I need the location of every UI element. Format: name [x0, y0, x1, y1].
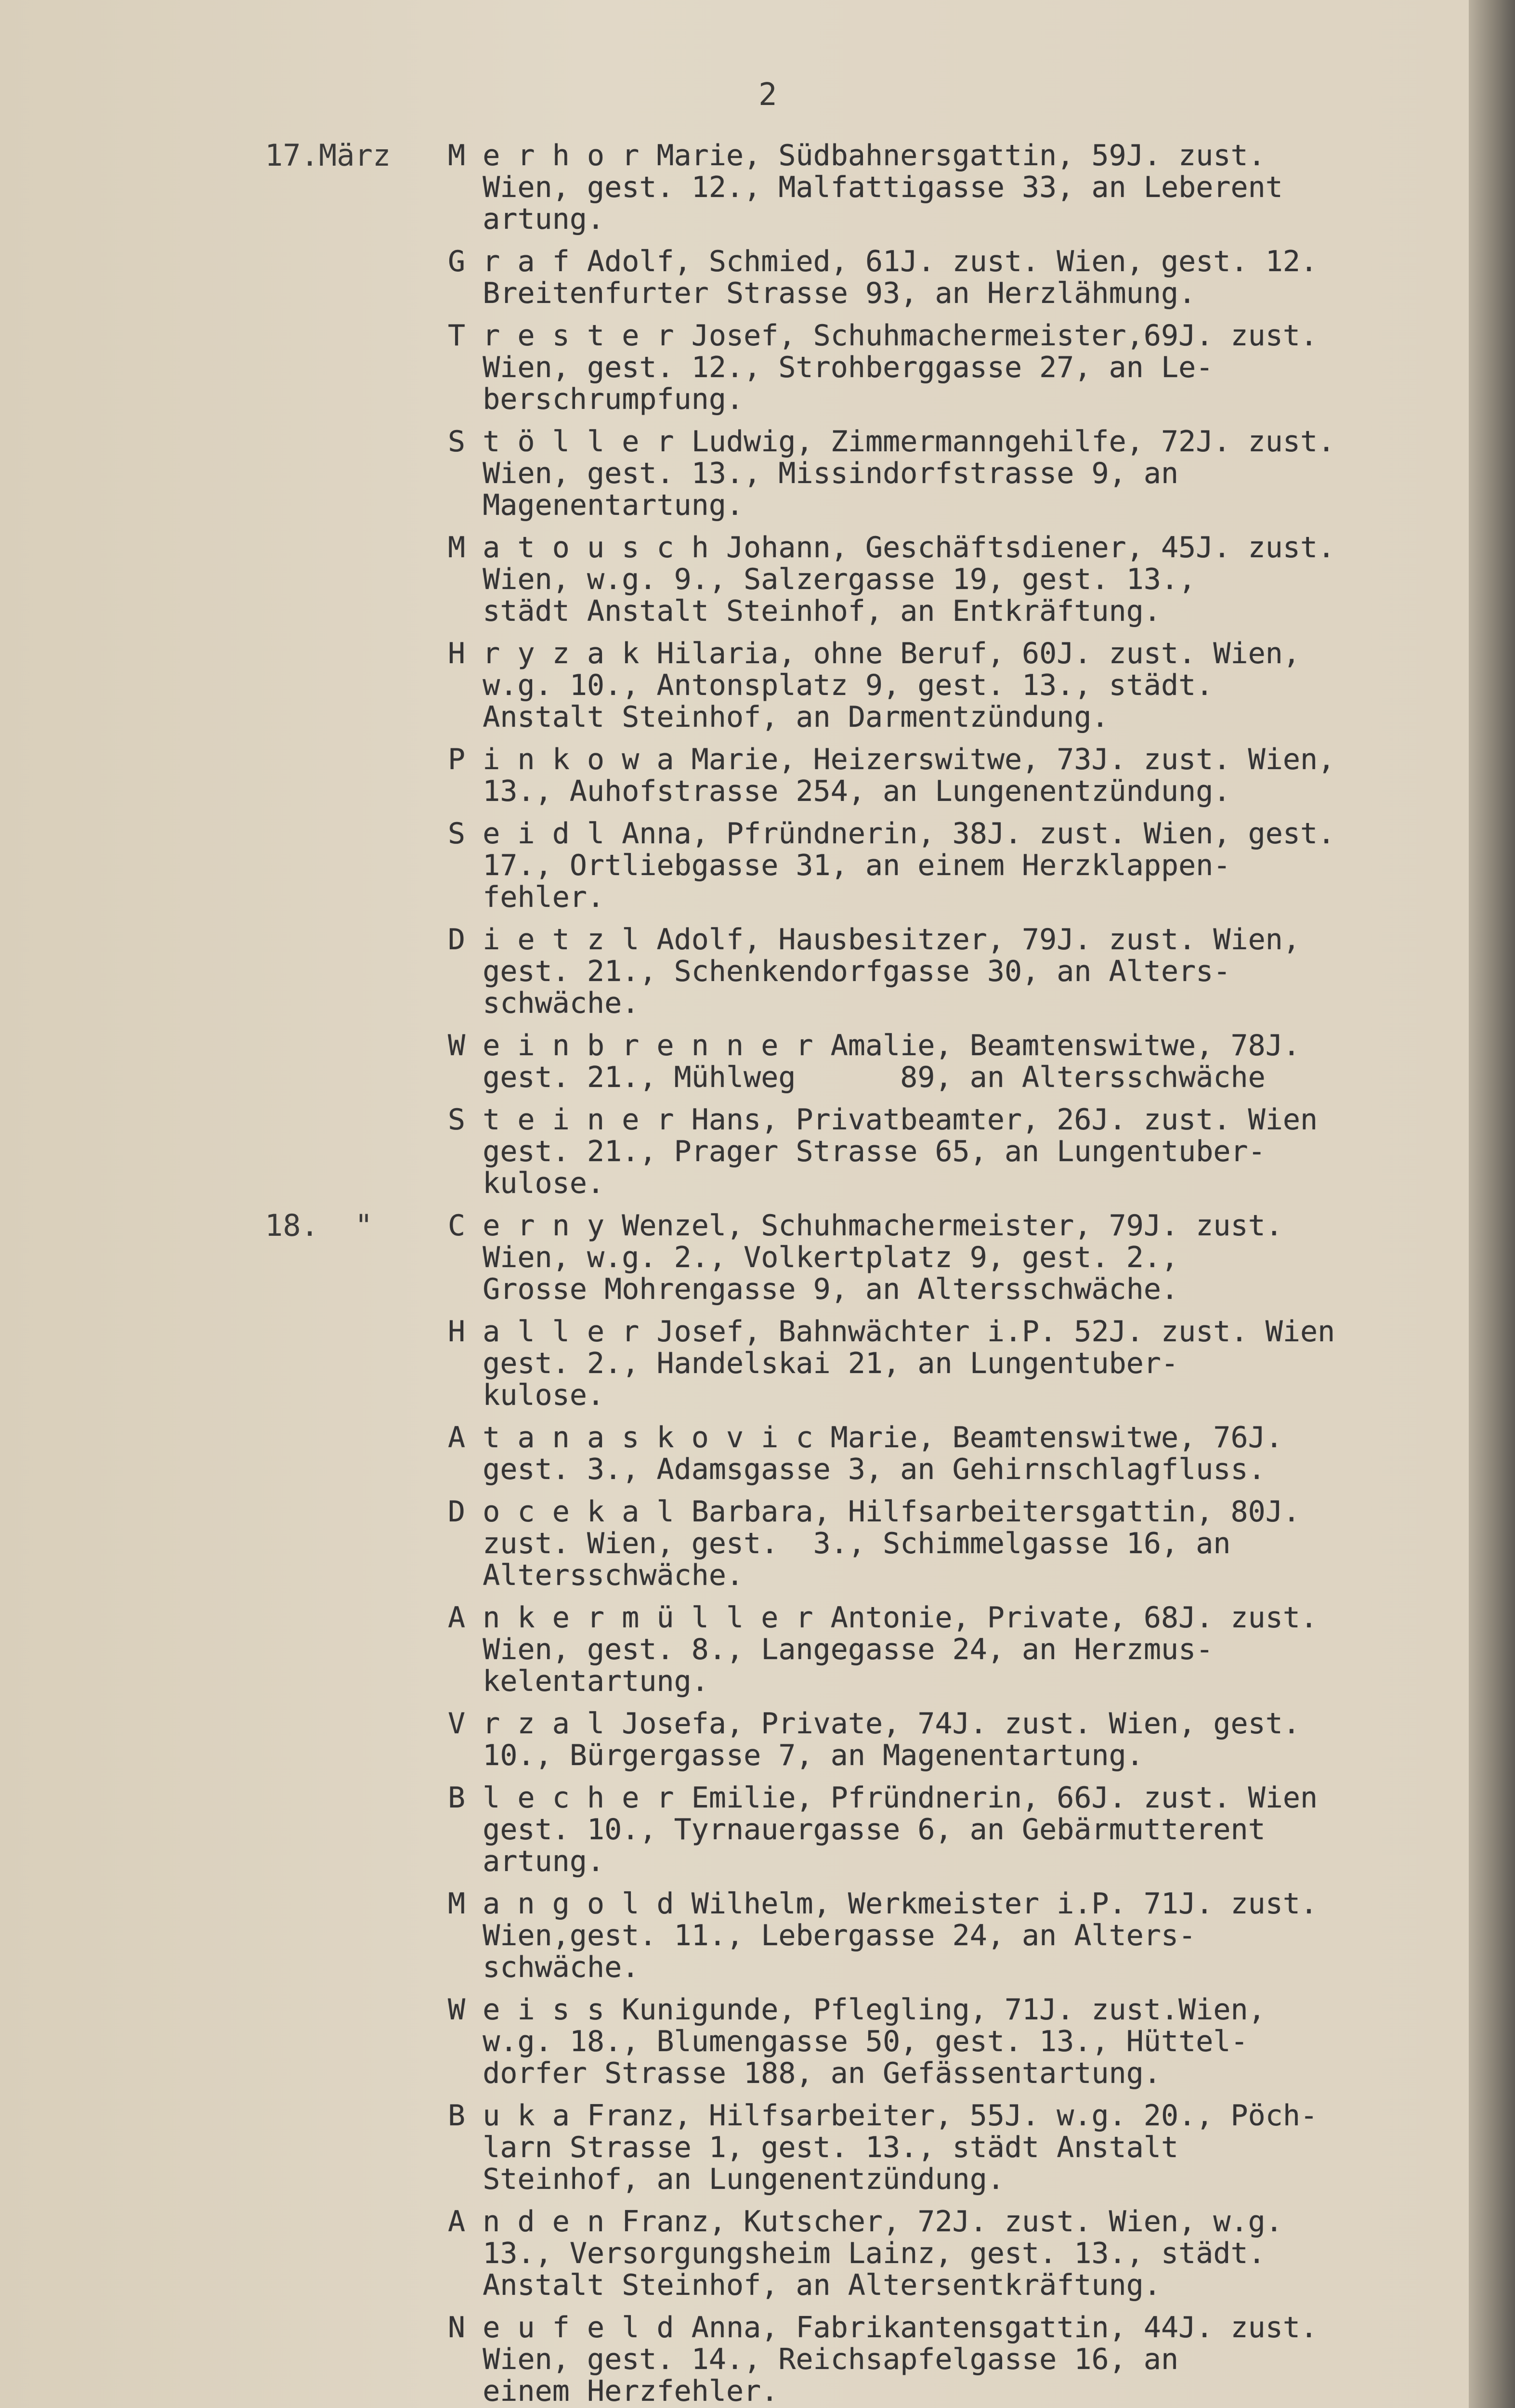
register-entry: [0, 744, 1469, 807]
register-entry: [0, 2206, 1469, 2301]
entry-line: D i e t z l Adolf, Hausbesitzer, 79J. zust. Wien,: [448, 923, 1301, 956]
register-entry: [0, 818, 1469, 913]
register-entry: [0, 1030, 1469, 1093]
entry-line: gest. 21., Mühlweg 89, an Altersschwäche: [448, 1060, 1266, 1094]
entry-line: artung.: [448, 1845, 605, 1878]
entry-line: gest. 2., Handelskai 21, an Lungentuber-: [448, 1347, 1179, 1380]
register-entry: [0, 2312, 1469, 2407]
register-entry: [0, 1210, 1469, 1305]
entry-text: [448, 1994, 1459, 2089]
entry-line: M e r h o r Marie, Südbahnersgattin, 59J. zust.: [448, 139, 1266, 172]
entry-line: larn Strasse 1, gest. 13., städt Anstalt: [448, 2131, 1179, 2164]
entry-line: M a t o u s c h Johann, Geschäftsdiener, 45J. zust.: [448, 531, 1335, 564]
register-entry: [0, 2100, 1469, 2195]
register-entry: [0, 426, 1469, 521]
entry-line: Wien,gest. 11., Lebergasse 24, an Alters-: [448, 1919, 1196, 1952]
register-entry: [0, 924, 1469, 1019]
entry-line: Anstalt Steinhof, an Altersentkräftung.: [448, 2268, 1162, 2302]
entry-line: Wien, w.g. 2., Volkertplatz 9, gest. 2.,: [448, 1241, 1179, 1274]
entry-line: Magenentartung.: [448, 488, 744, 522]
entry-line: schwäche.: [448, 1950, 640, 1984]
entry-text: [448, 818, 1459, 913]
entry-line: Wien, gest. 8., Langegasse 24, an Herzmus-: [448, 1633, 1214, 1666]
entry-line: M a n g o l d Wilhelm, Werkmeister i.P. 71J. zust.: [448, 1887, 1318, 1921]
entry-line: zust. Wien, gest. 3., Schimmelgasse 16, an: [448, 1527, 1231, 1560]
entry-line: w.g. 18., Blumengasse 50, gest. 13., Hüttel-: [448, 2025, 1248, 2058]
entry-text: [448, 1104, 1459, 1199]
entry-text: [448, 1708, 1459, 1771]
entry-line: gest. 10., Tyrnauergasse 6, an Gebärmutterent: [448, 1813, 1266, 1846]
entry-text: [448, 1316, 1459, 1411]
entry-line: H r y z a k Hilaria, ohne Beruf, 60J. zust. Wien,: [448, 637, 1301, 670]
entry-line: Breitenfurter Strasse 93, an Herzlähmung.: [448, 276, 1196, 310]
entry-line: kelentartung.: [448, 1664, 709, 1698]
entry-line: S t e i n e r Hans, Privatbeamter, 26J. zust. Wien: [448, 1103, 1318, 1137]
entry-line: Wien, gest. 12., Strohberggasse 27, an Le-: [448, 351, 1214, 384]
entry-line: einem Herzfehler.: [448, 2374, 779, 2408]
entry-text: [448, 1422, 1459, 1485]
entry-text: [448, 2312, 1459, 2407]
entry-line: Anstalt Steinhof, an Darmentzündung.: [448, 700, 1109, 734]
entry-line: B l e c h e r Emilie, Pfründnerin, 66J. zust. Wien: [448, 1781, 1318, 1815]
entry-line: Wien, gest. 12., Malfattigasse 33, an Leberent: [448, 170, 1283, 204]
register-entry: [0, 1994, 1469, 2089]
entry-line: W e i s s Kunigunde, Pflegling, 71J. zust.Wien,: [448, 1993, 1266, 2027]
register-entry: [0, 1782, 1469, 1877]
page-number: 2: [758, 77, 777, 113]
entry-line: Wien, gest. 13., Missindorfstrasse 9, an: [448, 457, 1179, 490]
entry-line: S e i d l Anna, Pfründnerin, 38J. zust. Wien, gest.: [448, 817, 1335, 851]
register-entry: [0, 320, 1469, 415]
entry-text: [448, 1782, 1459, 1877]
entry-line: 13., Versorgungsheim Lainz, gest. 13., städt.: [448, 2237, 1266, 2270]
entry-text: [448, 1030, 1459, 1093]
entry-line: D o c e k a l Barbara, Hilfsarbeitersgattin, 80J.: [448, 1495, 1301, 1529]
entry-line: Altersschwäche.: [448, 1558, 744, 1592]
entry-line: gest. 21., Prager Strasse 65, an Lungentuber-: [448, 1135, 1266, 1168]
entry-text: [448, 638, 1459, 733]
entry-text: [448, 426, 1459, 521]
entry-line: schwäche.: [448, 986, 640, 1020]
entry-line: Wien, w.g. 9., Salzergasse 19, gest. 13.,: [448, 563, 1196, 596]
entry-text: [448, 140, 1459, 235]
entry-line: 13., Auhofstrasse 254, an Lungenentzündung.: [448, 774, 1231, 808]
entry-text: [448, 1602, 1459, 1697]
entry-line: städt Anstalt Steinhof, an Entkräftung.: [448, 594, 1162, 628]
register-entry: [0, 1316, 1469, 1411]
death-register-list: [0, 140, 1469, 2408]
entry-text: [448, 320, 1459, 415]
register-entry: [0, 638, 1469, 733]
entry-line: gest. 3., Adamsgasse 3, an Gehirnschlagfluss.: [448, 1453, 1266, 1486]
register-entry: [0, 1602, 1469, 1697]
entry-line: A n d e n Franz, Kutscher, 72J. zust. Wien, w.g.: [448, 2205, 1283, 2238]
entry-line: gest. 21., Schenkendorfgasse 30, an Alters-: [448, 955, 1231, 988]
entry-text: [448, 1888, 1459, 1983]
entry-line: A n k e r m ü l l e r Antonie, Private, 68J. zust.: [448, 1601, 1318, 1635]
entry-line: A t a n a s k o v i c Marie, Beamtenswitwe, 76J.: [448, 1421, 1283, 1454]
entry-line: dorfer Strasse 188, an Gefässentartung.: [448, 2056, 1162, 2090]
entry-line: 17., Ortliebgasse 31, an einem Herzklappen-: [448, 849, 1231, 882]
entry-text: [448, 744, 1459, 807]
entry-line: H a l l e r Josef, Bahnwächter i.P. 52J. zust. Wien: [448, 1315, 1335, 1348]
entry-text: [448, 246, 1459, 309]
entry-line: kulose.: [448, 1378, 605, 1412]
entry-line: S t ö l l e r Ludwig, Zimmermanngehilfe, 72J. zust.: [448, 425, 1335, 458]
register-entry: [0, 1888, 1469, 1983]
entry-text: [448, 924, 1459, 1019]
entry-line: G r a f Adolf, Schmied, 61J. zust. Wien, gest. 12.: [448, 245, 1318, 278]
binding-edge: [1469, 0, 1515, 2408]
entry-line: berschrumpfung.: [448, 382, 744, 416]
entry-line: Wien, gest. 14., Reichsapfelgasse 16, an: [448, 2343, 1179, 2376]
entry-line: B u k a Franz, Hilfsarbeiter, 55J. w.g. 20., Pöch-: [448, 2099, 1318, 2133]
entry-line: P i n k o w a Marie, Heizerswitwe, 73J. zust. Wien,: [448, 743, 1335, 776]
entry-line: kulose.: [448, 1166, 605, 1200]
entry-date: 18. ": [265, 1208, 373, 1243]
entry-line: fehler.: [448, 880, 605, 914]
entry-line: artung.: [448, 202, 605, 236]
entry-line: C e r n y Wenzel, Schuhmachermeister, 79J. zust.: [448, 1209, 1283, 1243]
entry-line: w.g. 10., Antonsplatz 9, gest. 13., städt.: [448, 668, 1214, 702]
entry-text: [448, 2100, 1459, 2195]
register-entry: [0, 1422, 1469, 1485]
register-entry: [0, 532, 1469, 627]
register-entry: [0, 1708, 1469, 1771]
entry-text: [448, 532, 1459, 627]
entry-text: [448, 1210, 1459, 1305]
register-entry: [0, 246, 1469, 309]
entry-text: [448, 1496, 1459, 1591]
entry-line: W e i n b r e n n e r Amalie, Beamtenswitwe, 78J.: [448, 1029, 1301, 1062]
entry-line: V r z a l Josefa, Private, 74J. zust. Wien, gest.: [448, 1707, 1301, 1741]
entry-line: 10., Bürgergasse 7, an Magenentartung.: [448, 1739, 1144, 1772]
entry-text: [448, 2206, 1459, 2301]
entry-line: Steinhof, an Lungenentzündung.: [448, 2162, 1005, 2196]
register-entry: [0, 1496, 1469, 1591]
entry-line: T r e s t e r Josef, Schuhmachermeister,69J. zust.: [448, 319, 1318, 353]
register-entry: [0, 1104, 1469, 1199]
register-entry: [0, 140, 1469, 235]
entry-line: Grosse Mohrengasse 9, an Altersschwäche.: [448, 1272, 1179, 1306]
entry-date: 17.März: [265, 138, 391, 173]
entry-line: N e u f e l d Anna, Fabrikantensgattin, 44J. zust.: [448, 2311, 1318, 2344]
